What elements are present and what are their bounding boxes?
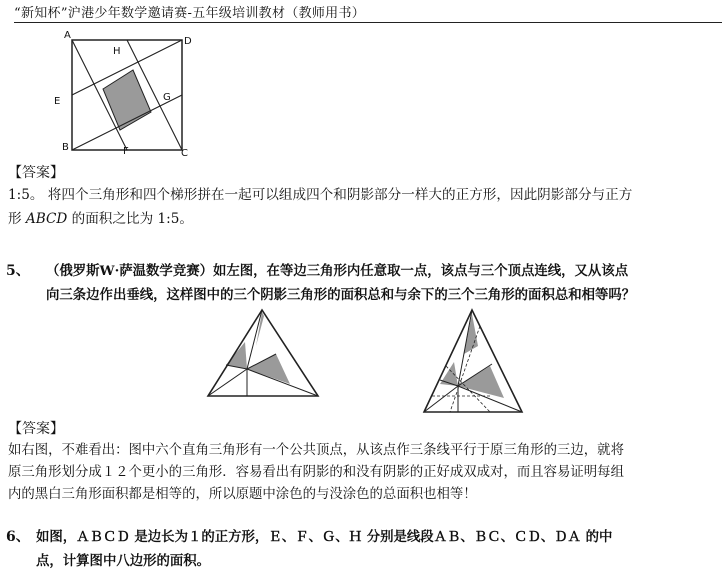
label-f: F [123,146,129,157]
left-shaded-2 [247,354,290,384]
left-outer-triangle [208,310,318,396]
problem5-line2: 向三条边作出垂线，这样图中的三个阴影三角形的面积总和与余下的三个三角形的面积总和相等吗？ [46,287,636,303]
answer2-heading: 【答案】 [8,421,64,437]
square-shaded-parallelogram [103,70,151,130]
problem5-line1: （俄罗斯W·萨温数学竞赛）如左图，在等边三角形内任意取一点，该点与三个顶点连线，又从该点 [46,263,629,279]
right-shaded-2 [464,314,478,354]
square-figure [50,26,200,162]
label-d: D [184,36,192,47]
answer1-heading: 【答案】 [8,165,64,181]
answer1-line2-pre: 形 [8,211,26,227]
answer1-line2-post: 的面积之比为 1:5。 [67,211,193,227]
answer1-line1: 1:5。 将四个三角形和四个梯形拼在一起可以组成四个和阴影部分一样大的正方形，因此阴影部分与正方 [8,187,633,203]
triangle-figure-right [420,306,540,418]
label-c: C [181,148,188,159]
answer1-line2-italic: ABCD [25,211,68,227]
label-a: A [64,30,71,41]
triangle-figure-left [200,306,330,402]
left-shaded-1 [226,342,247,369]
header-rule [14,22,722,23]
problem6-line1: 如图，ＡＢＣＤ 是边长为１的正方形，Ｅ、Ｆ、Ｇ、Ｈ 分别是线段ＡＢ、ＢＣ、ＣＤ、ＤＡ 的中 [36,529,613,545]
answer1-line2 [8,210,193,228]
left-line-1 [247,310,262,369]
page-header: “新知杯”沪港少年数学邀请赛-五年级培训教材（教师用书） [14,6,366,21]
problem6-number: 6、 [6,529,30,545]
answer2-line2: 原三角形划分成１２个更小的三角形．容易看出有阴影的和没有阴影的正好成双成对，而且容易证明每组 [8,465,624,480]
label-g: G [163,92,171,103]
problem6-line2: 点，计算图中八边形的面积。 [36,553,211,569]
right-line-2 [424,386,458,412]
problem5-number: 5、 [6,263,30,279]
label-e: E [54,96,61,107]
answer2-line3: 内的黑白三角形面积都是相等的，所以原题中涂色的与没涂色的总面积也相等！ [8,487,477,502]
label-h: H [113,46,121,57]
left-line-2 [208,369,247,396]
answer2-line1: 如右图，不难看出：图中六个直角三角形有一个公共顶点，从该点作三条线平行于原三角形的三边，就将 [8,443,624,458]
label-b: B [62,142,69,153]
